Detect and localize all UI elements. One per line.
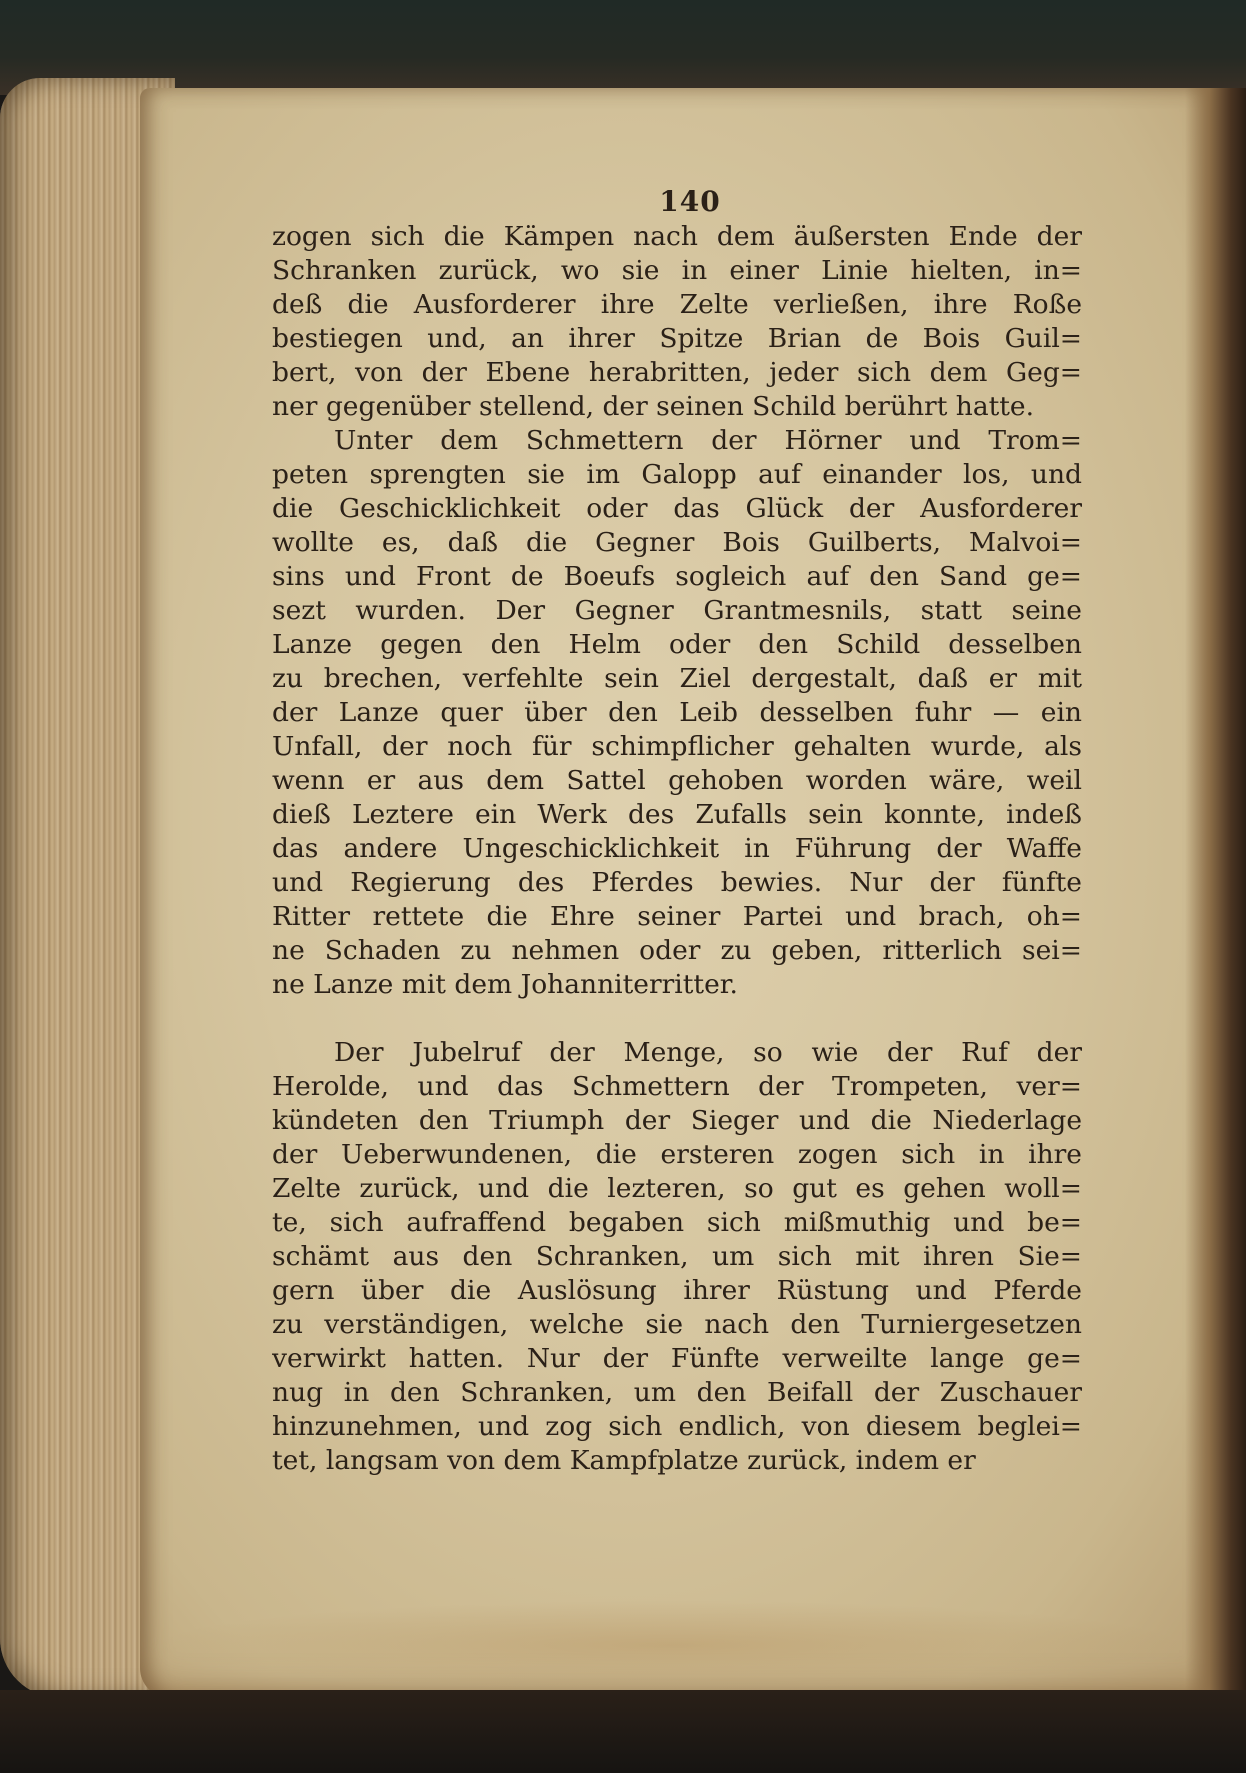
text-line: ner gegenüber stellend, der seinen Schild berührt hatte. (272, 391, 1035, 422)
text-line: zu verständigen, welche sie nach den Turniergesetzen (272, 1309, 1082, 1340)
book-cover-bottom (0, 1690, 1246, 1773)
text-line: wollte es, daß die Gegner Bois Guilberts, Malvoi= (272, 527, 1082, 558)
text-line: Ritter rettete die Ehre seiner Partei und brach, oh= (272, 901, 1082, 932)
text-line: und Regierung des Pferdes bewies. Nur der fünfte (272, 867, 1082, 898)
text-line: zu brechen, verfehlte sein Ziel dergestalt, daß er mit (272, 663, 1082, 694)
text-line: Lanze gegen den Helm oder den Schild desselben (272, 629, 1082, 660)
page-stain (150, 1600, 1190, 1690)
text-line: Unfall, der noch für schimpflicher gehalten wurde, als (272, 731, 1082, 762)
paragraph (272, 424, 1082, 1002)
text-line: bestiegen und, an ihrer Spitze Brian de Bois Guil= (272, 323, 1082, 354)
book-cover-top (0, 0, 1246, 95)
text-line: die Geschicklichkeit oder das Glück der Ausforderer (272, 493, 1082, 524)
text-line: gern über die Auslösung ihrer Rüstung und Pferde (272, 1275, 1082, 1306)
text-line: Herolde, und das Schmettern der Trompeten, ver= (272, 1071, 1082, 1102)
paragraph (272, 220, 1082, 424)
text-line: nug in den Schranken, um den Beifall der Zuschauer (272, 1377, 1082, 1408)
text-line: der Ueberwundenen, die ersteren zogen sich in ihre (272, 1139, 1082, 1170)
text-line: dieß Leztere ein Werk des Zufalls sein konnte, indeß (272, 799, 1082, 830)
text-line: schämt aus den Schranken, um sich mit ihren Sie= (272, 1241, 1082, 1272)
paragraph (272, 1036, 1082, 1478)
text-line: ne Schaden zu nehmen oder zu geben, ritterlich sei= (272, 935, 1082, 966)
text-line: kündeten den Triumph der Sieger und die Niederlage (272, 1105, 1082, 1136)
text-line: das andere Ungeschicklichkeit in Führung der Waffe (272, 833, 1082, 864)
text-line: Der Jubelruf der Menge, so wie der Ruf der (334, 1037, 1082, 1068)
text-line: tet, langsam von dem Kampfplatze zurück, indem er (272, 1445, 976, 1476)
text-line: verwirkt hatten. Nur der Fünfte verweilte lange ge= (272, 1343, 1082, 1374)
page-number: 140 (659, 185, 721, 218)
text-line: sezt wurden. Der Gegner Grantmesnils, statt seine (272, 595, 1082, 626)
text-line: sins und Front de Boeufs sogleich auf den Sand ge= (272, 561, 1082, 592)
text-line: wenn er aus dem Sattel gehoben worden wäre, weil (272, 765, 1082, 796)
text-line: zogen sich die Kämpen nach dem äußersten Ende der (272, 221, 1082, 252)
text-line: hinzunehmen, und zog sich endlich, von diesem beglei= (272, 1411, 1082, 1442)
text-line: Unter dem Schmettern der Hörner und Trom= (334, 425, 1082, 456)
text-line: peten sprengten sie im Galopp auf einander los, und (272, 459, 1082, 490)
text-line: der Lanze quer über den Leib desselben fuhr — ein (272, 697, 1082, 728)
text-line: ne Lanze mit dem Johanniterritter. (272, 969, 738, 1000)
text-line: Zelte zurück, und die lezteren, so gut es gehen woll= (272, 1173, 1082, 1204)
book-gutter (1185, 88, 1246, 1698)
text-line: bert, von der Ebene herabritten, jeder sich dem Geg= (272, 357, 1082, 388)
text-line: deß die Ausforderer ihre Zelte verließen, ihre Roße (272, 289, 1082, 320)
text-line: Schranken zurück, wo sie in einer Linie hielten, in= (272, 255, 1082, 286)
text-line: te, sich aufraffend begaben sich mißmuthig und be= (272, 1207, 1082, 1238)
